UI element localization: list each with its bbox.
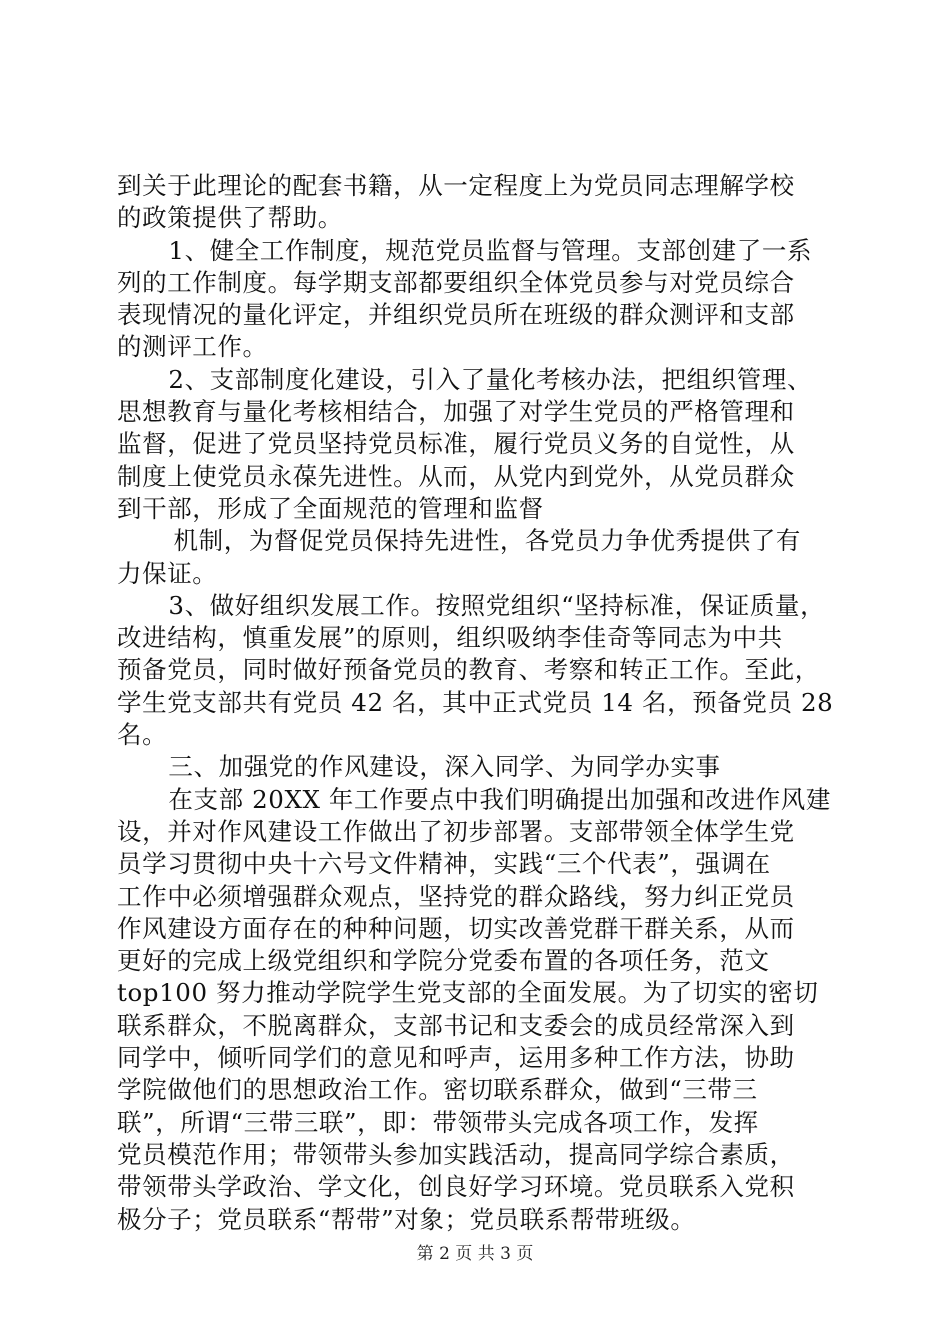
text-line: 3、做好组织发展工作。按照党组织“坚持标准，保证质量，: [168, 590, 826, 620]
text-line: 机制，为督促党员保持先进性，各党员力争优秀提供了有: [173, 526, 802, 556]
text-line: 列的工作制度。每学期支部都要组织全体党员参与对党员综合: [117, 267, 795, 297]
text-line: top100 努力推动学院学生党支部的全面发展。为了切实的密切: [117, 978, 819, 1008]
text-line: 力保证。: [117, 558, 218, 588]
text-line: 员学习贯彻中央十六号文件精神，实践“三个代表”，强调在: [117, 849, 771, 879]
text-line: 学院做他们的思想政治工作。密切联系群众，做到“三带三: [117, 1075, 758, 1105]
text-line: 工作中必须增强群众观点，坚持党的群众路线，努力纠正党员: [117, 881, 795, 911]
text-line: 2、支部制度化建设，引入了量化考核办法，把组织管理、: [168, 364, 813, 394]
text-line: 三、加强党的作风建设，深入同学、为同学办实事: [168, 752, 721, 782]
text-line: 1、健全工作制度，规范党员监督与管理。支部创建了一系: [168, 235, 813, 265]
text-line: 学生党支部共有党员 42 名，其中正式党员 14 名，预备党员 28: [117, 687, 834, 717]
text-line: 更好的完成上级党组织和学院分党委布置的各项任务，范文: [117, 946, 770, 976]
text-line: 制度上使党员永葆先进性。从而，从党内到党外，从党员群众: [117, 461, 795, 491]
page-footer: 第 2 页 共 3 页: [416, 1244, 534, 1264]
text-line: 联”，所谓“三带三联”，即：带领带头完成各项工作，发挥: [117, 1107, 759, 1137]
text-line: 极分子；党员联系“帮带”对象；党员联系帮带班级。: [117, 1204, 696, 1234]
document-body: [117, 170, 837, 1236]
text-line: 思想教育与量化考核相结合，加强了对学生党员的严格管理和: [117, 397, 795, 427]
text-line: 的政策提供了帮助。: [117, 203, 343, 233]
text-line: 设，并对作风建设工作做出了初步部署。支部带领全体学生党: [117, 816, 795, 846]
text-line: 带领带头学政治、学文化，创良好学习环境。党员联系入党积: [117, 1172, 795, 1202]
text-line: 表现情况的量化评定，并组织党员所在班级的群众测评和支部: [117, 300, 795, 330]
text-line: 联系群众，不脱离群众，支部书记和支委会的成员经常深入到: [117, 1010, 795, 1040]
text-line: 同学中，倾听同学们的意见和呼声，运用多种工作方法，协助: [117, 1043, 795, 1073]
text-line: 作风建设方面存在的种种问题，切实改善党群干群关系，从而: [117, 913, 795, 943]
text-line: 在支部 20XX 年工作要点中我们明确提出加强和改进作风建: [168, 784, 831, 814]
text-line: 到关于此理论的配套书籍，从一定程度上为党员同志理解学校: [117, 171, 795, 200]
text-line: 名。: [117, 720, 168, 750]
text-line: 监督，促进了党员坚持党员标准，履行党员义务的自觉性，从: [117, 429, 795, 459]
text-line: 预备党员，同时做好预备党员的教育、考察和转正工作。至此，: [117, 655, 820, 685]
text-line: 改进结构，慎重发展”的原则，组织吸纳李佳奇等同志为中共: [117, 623, 783, 653]
text-line: 的测评工作。: [117, 332, 268, 362]
text-line: 到干部，形成了全面规范的管理和监督: [117, 493, 544, 523]
text-line: 党员模范作用；带领带头参加实践活动，提高同学综合素质，: [117, 1139, 795, 1169]
